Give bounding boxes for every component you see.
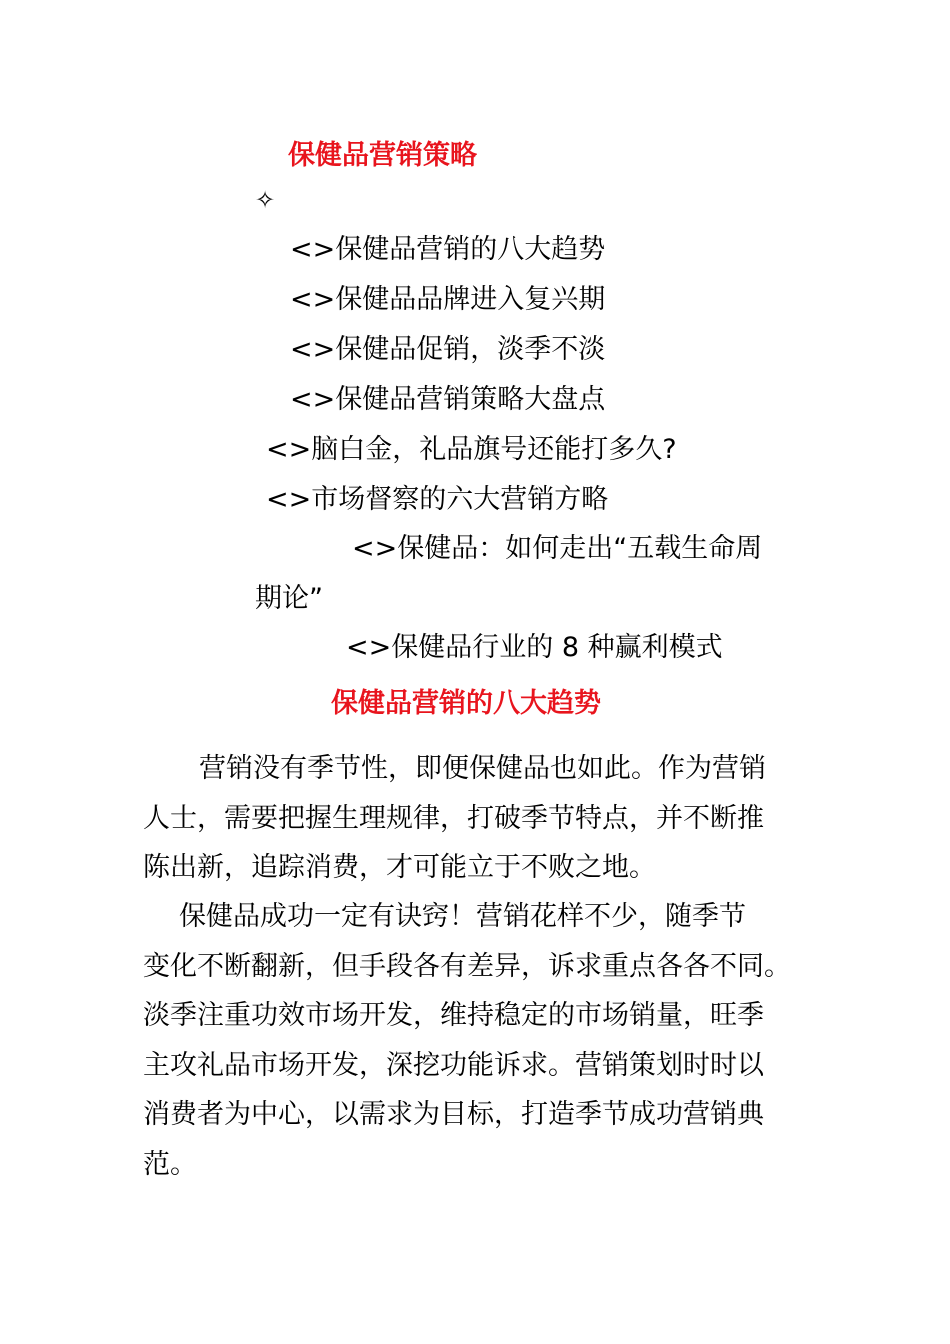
section-title: 保健品营销的八大趋势: [331, 688, 601, 719]
paragraph-line: 主攻礼品市场开发，深挖功能诉求。营销策划时时以: [143, 1049, 764, 1081]
toc-item[interactable]: <>保健品营销的八大趋势: [290, 234, 606, 265]
paragraph-line: 消费者为中心，以需求为目标，打造季节成功营销典: [143, 1099, 764, 1130]
paragraph-2: [143, 892, 813, 1189]
diamond-bullet-icon: ✧: [255, 186, 276, 214]
toc-item[interactable]: <>市场督察的六大营销方略: [266, 484, 609, 515]
paragraph-line: 营销没有季节性，即便保健品也如此。作为营销: [199, 753, 766, 784]
paragraph-1: [143, 744, 813, 893]
toc-item[interactable]: <>保健品营销策略大盘点: [290, 384, 606, 415]
toc-item[interactable]: <>保健品促销，淡季不淡: [290, 334, 606, 365]
document-title: 保健品营销策略: [288, 140, 477, 171]
toc-item[interactable]: <>保健品行业的 8 种赢利模式: [346, 632, 723, 663]
paragraph-line: 变化不断翻新，但手段各有差异，诉求重点各各不同。: [143, 950, 791, 982]
paragraph-line: 人士，需要把握生理规律，打破季节特点，并不断推: [143, 802, 764, 834]
paragraph-line: 保健品成功一定有诀窍！营销花样不少，随季节: [179, 901, 746, 932]
toc-item-continuation[interactable]: 期论”: [255, 583, 323, 614]
paragraph-line: 淡季注重功效市场开发，维持稳定的市场销量，旺季: [143, 1000, 764, 1031]
paragraph-line: 陈出新，追踪消费，才可能立于不败之地。: [143, 852, 656, 883]
toc-item[interactable]: <>保健品：如何走出“五载生命周: [352, 533, 763, 564]
toc-item[interactable]: <>保健品品牌进入复兴期: [290, 284, 606, 315]
toc-item[interactable]: <>脑白金，礼品旗号还能打多久?: [266, 434, 677, 465]
paragraph-line: 范。: [143, 1148, 197, 1180]
